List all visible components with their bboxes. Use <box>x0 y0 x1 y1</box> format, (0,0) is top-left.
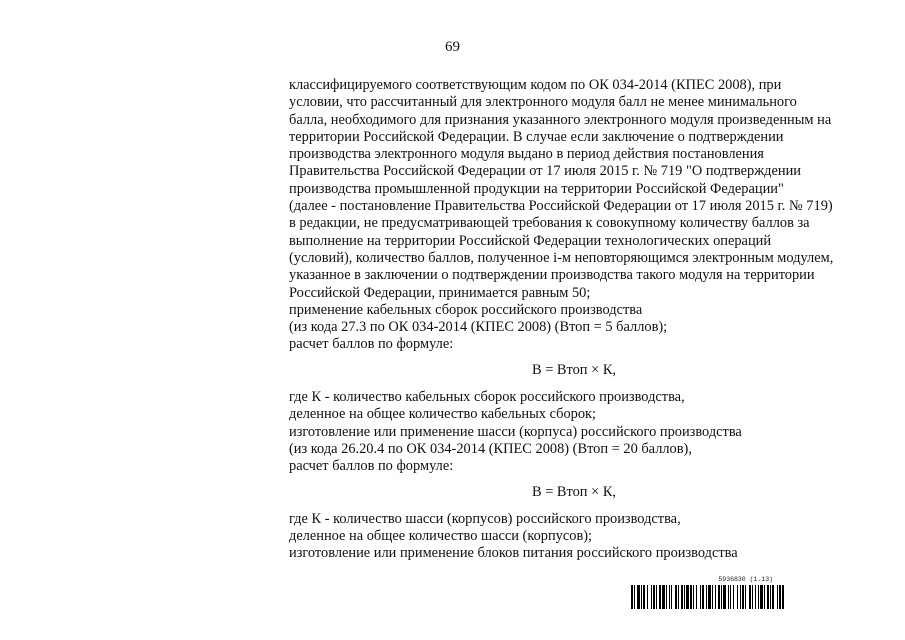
barcode-bar <box>671 585 672 609</box>
barcode-bar <box>767 585 769 609</box>
text-line: применение кабельных сборок российского производства <box>289 301 643 318</box>
text-line: Правительства Российской Федерации от 17 июля 2015 г. № 719 "О подтверждении <box>289 163 801 180</box>
barcode-bar <box>647 585 648 609</box>
barcode-bar <box>782 585 784 609</box>
text-line: деленное на общее количество шасси (корпусов); <box>289 528 593 545</box>
barcode-code: 5936830 (1.13) <box>718 576 773 583</box>
barcode-bar <box>651 585 652 609</box>
barcode-bar <box>718 585 720 609</box>
barcode-bar <box>740 585 741 609</box>
barcode-block <box>631 576 859 609</box>
barcode-bar <box>702 585 704 609</box>
barcode-bar <box>755 585 756 609</box>
document-body <box>289 77 869 563</box>
text-line: производства электронного модуля выдано в период действия постановления <box>289 146 764 163</box>
barcode-bar <box>681 585 683 609</box>
barcode-bar <box>733 585 734 609</box>
barcode-bar <box>777 585 778 609</box>
barcode-bar <box>723 585 726 609</box>
text-line: где К - количество кабельных сборок российского производства, <box>289 389 685 406</box>
barcode-bar <box>678 585 679 609</box>
text-line: изготовление или применение блоков питания российского производства <box>289 545 738 562</box>
barcode-bar <box>643 585 645 609</box>
barcode-bar <box>728 585 729 609</box>
text-line: расчет баллов по формуле: <box>289 458 454 475</box>
barcode-bar <box>675 585 677 609</box>
barcode-bar <box>764 585 765 609</box>
text-line: в редакции, не предусматривающей требования к совокупному количеству баллов за <box>289 215 810 232</box>
barcode-bar <box>712 585 713 609</box>
barcode-bar <box>745 585 746 609</box>
text-line: где К - количество шасси (корпусов) российского производства, <box>289 510 681 527</box>
page-number: 69 <box>445 39 460 55</box>
text-line: (из кода 26.20.4 по ОК 034-2014 (КПЕС 2008) (Втоп = 20 баллов), <box>289 440 692 457</box>
barcode-bar <box>634 585 635 609</box>
barcode-bar <box>715 585 716 609</box>
barcode-bar <box>631 585 633 609</box>
text-line: изготовление или применение шасси (корпуса) российского производства <box>289 423 742 440</box>
text-line: деленное на общее количество кабельных сборок; <box>289 406 597 423</box>
paragraph-1 <box>289 77 869 354</box>
barcode-bar <box>742 585 744 609</box>
text-line: указанное в заключении о подтверждении производства такого модуля на территории <box>289 267 815 284</box>
barcode-bar <box>721 585 722 609</box>
text-line: территории Российской Федерации. В случае если заключение о подтверждении <box>289 128 784 145</box>
text-line: (из кода 27.3 по ОК 034-2014 (КПЕС 2008) (Втоп = 5 баллов); <box>289 319 668 336</box>
text-line: классифицируемого соответствующим кодом по ОК 034-2014 (КПЕС 2008), при <box>289 77 782 93</box>
barcode-bar <box>770 585 771 609</box>
text-line: выполнение на территории Российской Федерации технологических операций <box>289 232 772 249</box>
barcode-bar <box>737 585 738 609</box>
barcode-bar <box>779 585 781 609</box>
barcode-bar <box>656 585 657 609</box>
barcode-bar <box>749 585 751 609</box>
text-line: условии, что рассчитанный для электронного модуля балл не менее минимального <box>289 94 797 111</box>
barcode-bar <box>690 585 692 609</box>
barcode-bar <box>760 585 763 609</box>
barcode-bar <box>637 585 640 609</box>
barcode-bar <box>700 585 701 609</box>
formula-2: В = Втоп × К, <box>532 483 617 500</box>
barcode-bar <box>730 585 731 609</box>
barcode-bar <box>669 585 670 609</box>
paragraph-3 <box>289 511 869 563</box>
barcode-bar <box>666 585 667 609</box>
paragraph-2 <box>289 389 869 475</box>
barcode-bar <box>641 585 642 609</box>
formula-1: В = Втоп × К, <box>532 361 617 378</box>
barcode-bar <box>684 585 685 609</box>
barcode-bar <box>706 585 707 609</box>
barcode-bar <box>693 585 694 609</box>
text-line: Российской Федерации, принимается равным 50; <box>289 284 591 301</box>
barcode-bar <box>758 585 759 609</box>
text-line: расчет баллов по формуле: <box>289 336 454 353</box>
barcode-bar <box>653 585 655 609</box>
barcode-bar <box>696 585 697 609</box>
barcode-image <box>631 585 859 609</box>
barcode-bar <box>662 585 665 609</box>
text-line: (условий), количество баллов, полученное i-м неповторяющимся электронным модулем, <box>289 249 834 266</box>
text-line: балла, необходимого для признания указанного электронного модуля произведенным на <box>289 111 832 128</box>
barcode-bar <box>772 585 774 609</box>
text-line: производства промышленной продукции на территории Российской Федерации" <box>289 180 784 197</box>
barcode-bar <box>659 585 661 609</box>
barcode-bar <box>708 585 711 609</box>
barcode-bar <box>752 585 753 609</box>
barcode-bar <box>686 585 689 609</box>
text-line: (далее - постановление Правительства Российской Федерации от 17 июля 2015 г. № 719) <box>289 198 833 215</box>
